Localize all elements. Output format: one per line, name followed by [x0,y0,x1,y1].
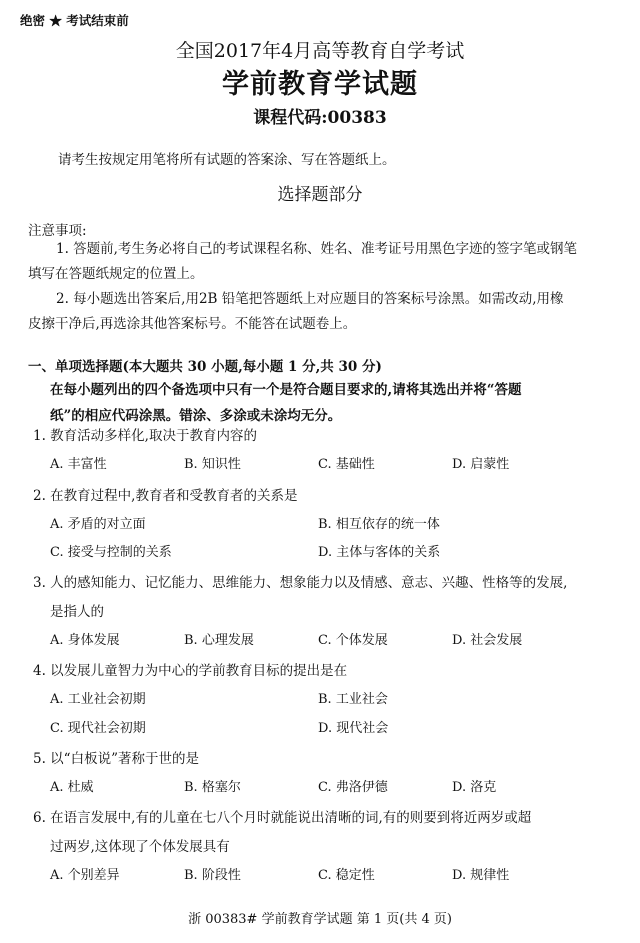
question-4-option-c: C. 现代社会初期 [50,721,146,736]
course-code: 课程代码:00383 [253,108,387,128]
question-2-option-b: B. 相互依存的统一体 [318,517,440,532]
section-heading: 一、单项选择题(本大题共 30 小题,每小题 1 分,共 30 分) [28,359,382,375]
question-5-option-a: A. 杜威 [50,780,94,795]
question-2-stem: 2. 在教育过程中,教育者和受教育者的关系是 [33,488,298,504]
question-1-option-c: C. 基础性 [318,457,375,472]
question-6-stem-line-2: 过两岁,这体现了个体发展具有 [50,839,230,855]
section-desc-line-1: 在每小题列出的四个备选项中只有一个是符合题目要求的,请将其选出并将“答题 [50,382,522,398]
question-6-option-c: C. 稳定性 [318,868,375,883]
question-3-option-c: C. 个体发展 [318,633,388,648]
question-2-option-a: A. 矛盾的对立面 [50,517,146,532]
part-title: 选择题部分 [277,185,363,205]
question-3-stem-line-2: 是指人的 [50,604,104,620]
question-5-option-d: D. 洛克 [452,780,497,795]
general-instruction: 请考生按规定用笔将所有试题的答案涂、写在答题纸上。 [58,152,396,168]
note-2-line-1: 2. 每小题选出答案后,用2B 铅笔把答题纸上对应题目的答案标号涂黑。如需改动,用橡 [56,291,564,307]
note-1-line-1: 1. 答题前,考生务必将自己的考试课程名称、姓名、准考证号用黑色字迹的签字笔或钢笔 [56,241,577,257]
question-4-option-d: D. 现代社会 [318,721,389,736]
question-2-option-c: C. 接受与控制的关系 [50,545,172,560]
question-1-option-b: B. 知识性 [184,457,241,472]
exam-title: 全国2017年4月高等教育自学考试 [175,40,465,62]
confidential-label: 绝密 ★ 考试结束前 [20,13,129,28]
question-4-stem: 4. 以发展儿童智力为中心的学前教育目标的提出是在 [33,663,348,679]
paper-title: 学前教育学试题 [222,69,418,100]
note-2-line-2: 皮擦干净后,再选涂其他答案标号。不能答在试题卷上。 [28,316,357,332]
question-3-option-a: A. 身体发展 [50,633,120,648]
question-5-stem: 5. 以“白板说”著称于世的是 [33,751,199,767]
question-5-option-b: B. 格塞尔 [184,780,241,795]
question-6-option-d: D. 规律性 [452,868,510,883]
question-4-option-a: A. 工业社会初期 [50,692,146,707]
question-2-option-d: D. 主体与客体的关系 [318,545,441,560]
question-1-option-d: D. 启蒙性 [452,457,510,472]
page-footer: 浙 00383# 学前教育学试题 第 1 页(共 4 页) [188,912,452,927]
section-desc-line-2: 纸”的相应代码涂黑。错涂、多涂或未涂均无分。 [50,408,342,424]
question-3-stem: 3. 人的感知能力、记忆能力、思维能力、想象能力以及情感、意志、兴趣、性格等的发展, [33,575,568,591]
question-1-stem: 1. 教育活动多样化,取决于教育内容的 [33,428,257,444]
question-6-option-b: B. 阶段性 [184,868,241,883]
question-4-option-b: B. 工业社会 [318,692,388,707]
question-1-option-a: A. 丰富性 [50,457,107,472]
note-1-line-2: 填写在答题纸规定的位置上。 [28,266,204,282]
question-6-stem: 6. 在语言发展中,有的儿童在七八个月时就能说出清晰的词,有的则要到将近两岁或超 [33,810,532,826]
notes-heading: 注意事项: [28,223,87,239]
question-3-option-b: B. 心理发展 [184,633,254,648]
question-3-option-d: D. 社会发展 [452,633,523,648]
question-5-option-c: C. 弗洛伊德 [318,780,388,795]
question-6-option-a: A. 个别差异 [50,868,120,883]
